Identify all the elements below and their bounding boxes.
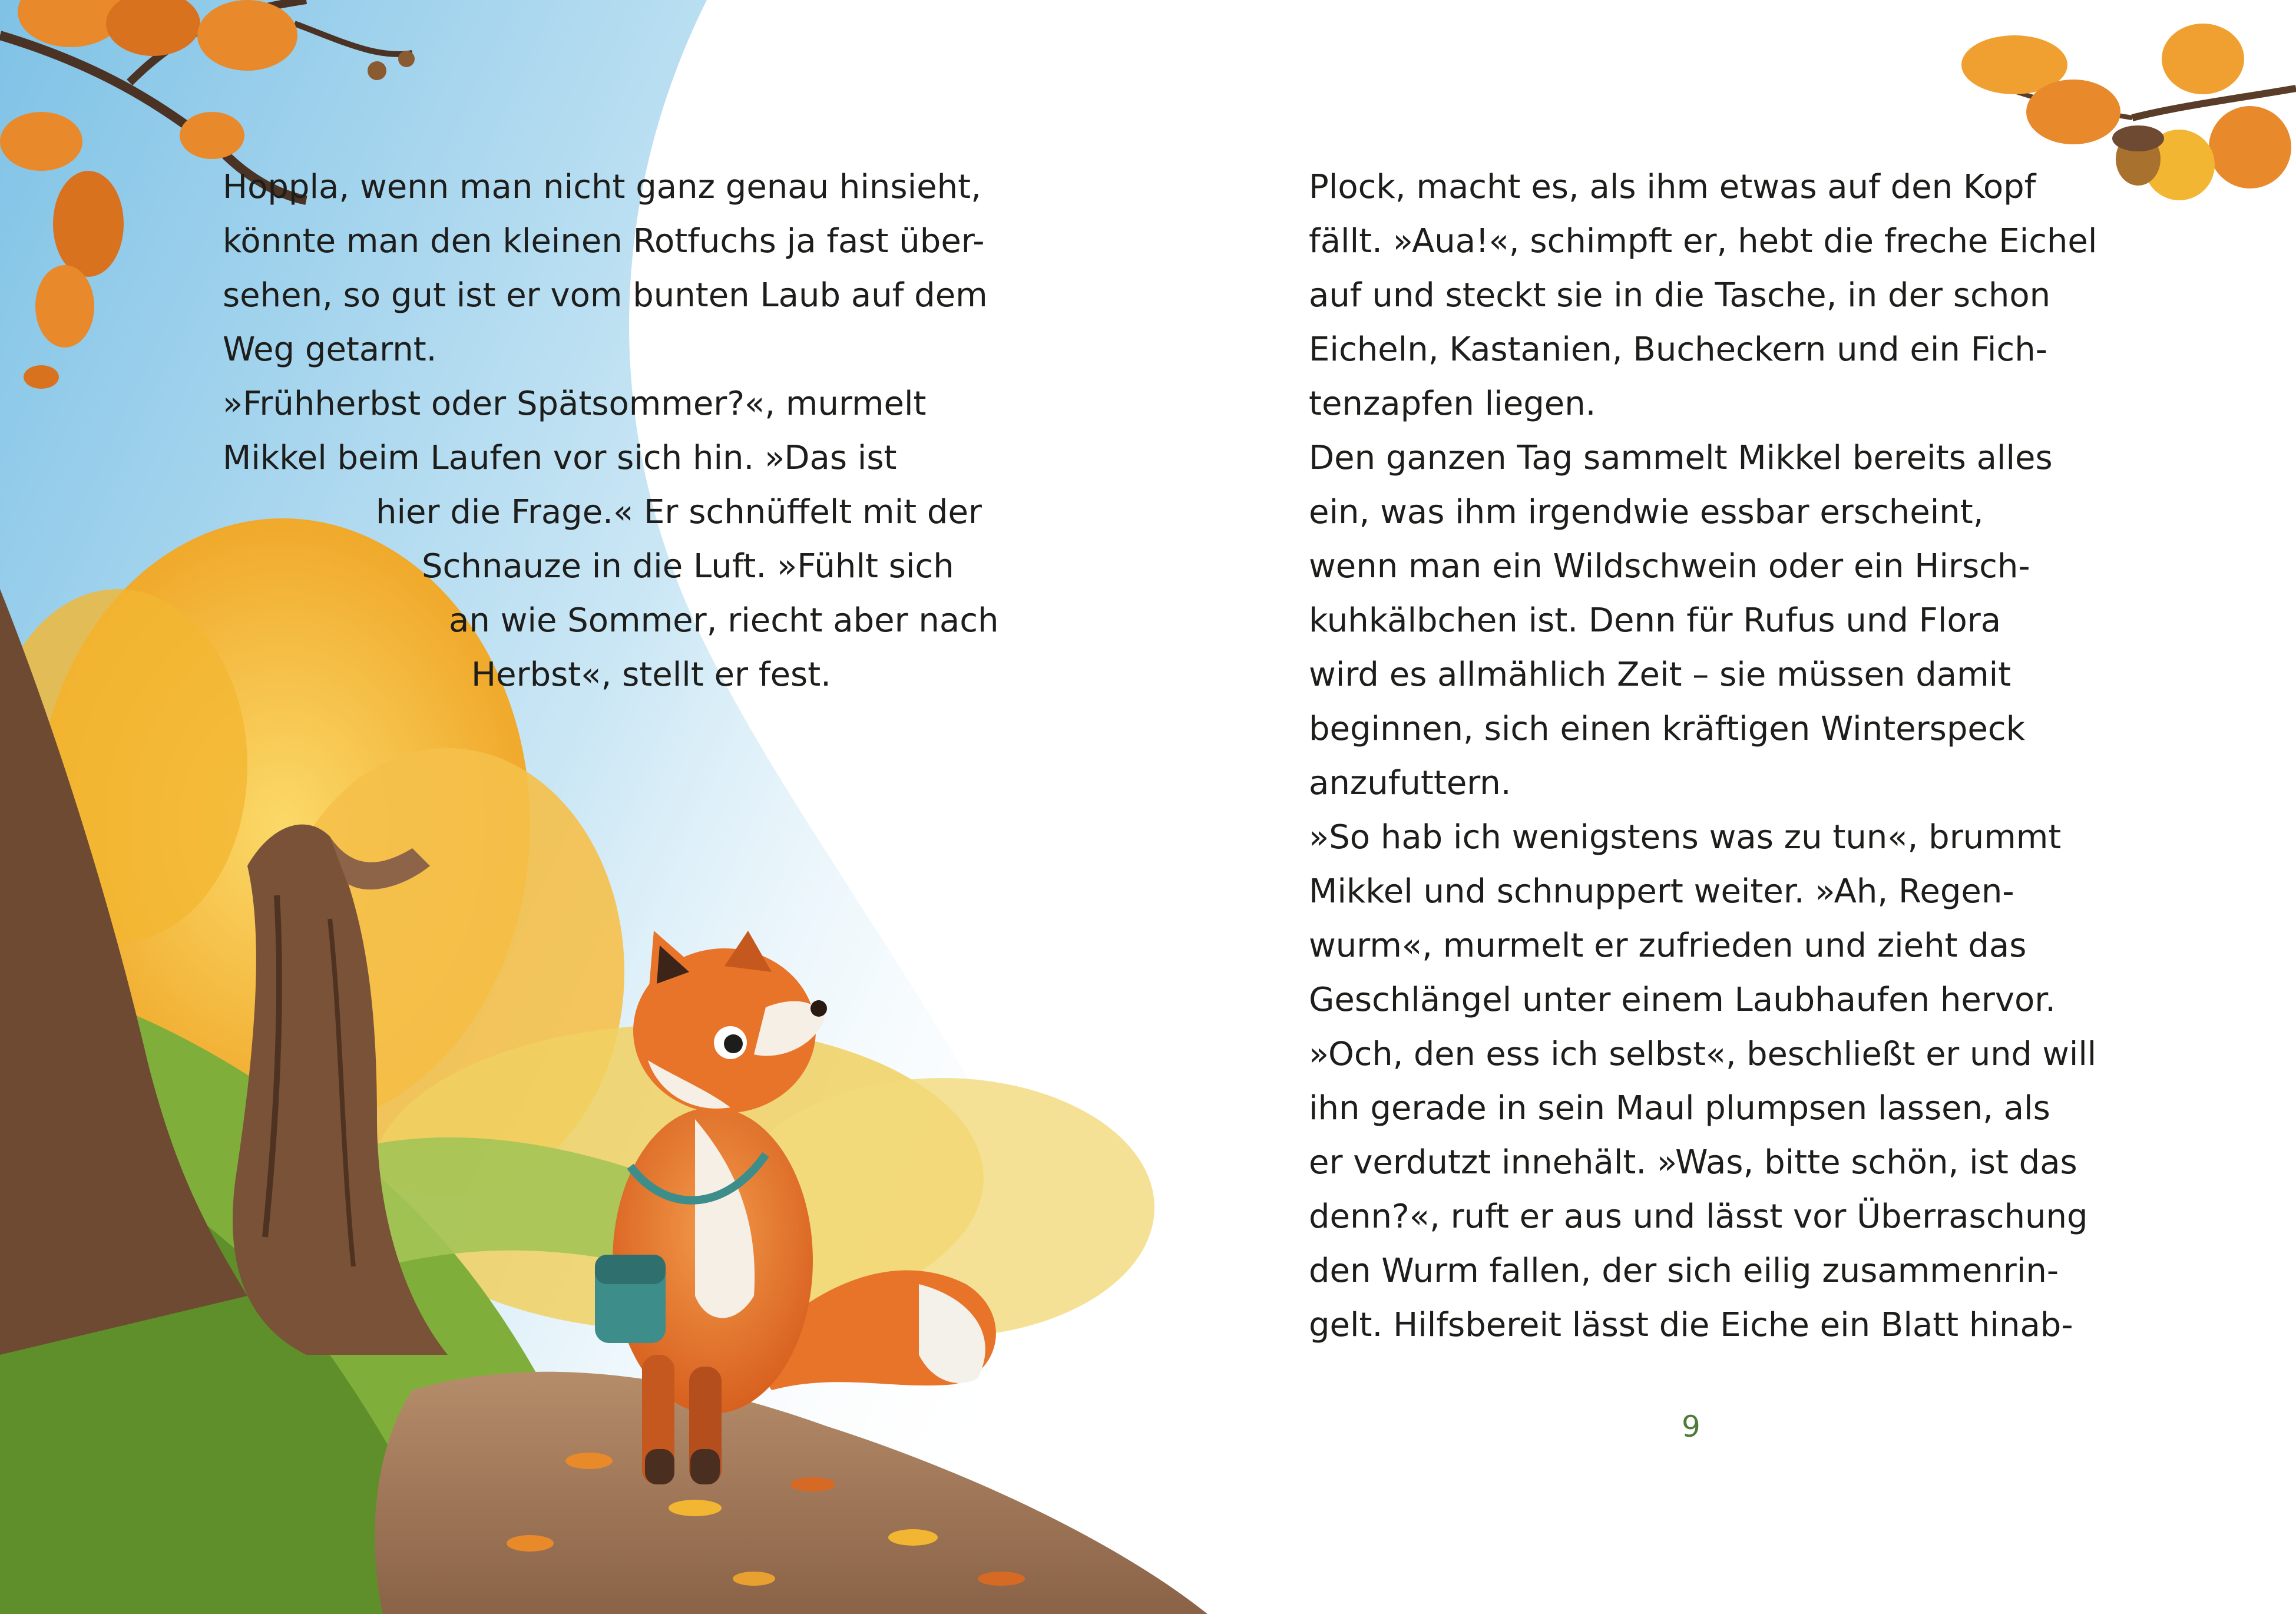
text-line: Weg getarnt. (223, 330, 437, 369)
text-line: fällt. »Aua!«, schimpft er, hebt die freche Eichel (1309, 222, 2098, 260)
text-line: sehen, so gut ist er vom bunten Laub auf dem (223, 276, 988, 315)
text-line: anzufuttern. (1309, 764, 1511, 802)
text-line: wenn man ein Wildschwein oder ein Hirsch- (1309, 547, 2030, 586)
text-line: denn?«, ruft er aus und lässt vor Überraschung (1309, 1198, 2088, 1236)
text-line: Herbst«, stellt er fest. (471, 656, 831, 694)
text-line: wird es allmählich Zeit – sie müssen damit (1309, 656, 2012, 694)
text-line: er verdutzt innehält. »Was, bitte schön, ist das (1309, 1143, 2077, 1182)
text-line: an wie Sommer, riecht aber nach (449, 601, 999, 640)
text-line: könnte man den kleinen Rotfuchs ja fast über- (223, 222, 985, 260)
text-line: hier die Frage.« Er schnüffelt mit der (376, 493, 982, 531)
text-line: Mikkel und schnuppert weiter. »Ah, Regen- (1309, 872, 2014, 911)
acorn-branch-top-right (1961, 24, 2296, 200)
text-line: »Och, den ess ich selbst«, beschließt er und will (1309, 1035, 2097, 1073)
text-line: wurm«, murmelt er zufrieden und zieht das (1309, 927, 2027, 965)
text-line: Schnauze in die Luft. »Fühlt sich (422, 547, 954, 586)
text-line: Hoppla, wenn man nicht ganz genau hinsieht, (223, 168, 981, 206)
text-line: Mikkel beim Laufen vor sich hin. »Das ist (223, 439, 897, 477)
text-line: tenzapfen liegen. (1309, 385, 1596, 423)
text-line: Den ganzen Tag sammelt Mikkel bereits alles (1309, 439, 2053, 477)
page-number: 9 (1682, 1410, 1701, 1444)
text-line: »So hab ich wenigstens was zu tun«, brummt (1309, 818, 2062, 856)
text-line: gelt. Hilfsbereit lässt die Eiche ein Blatt hinab- (1309, 1306, 2073, 1344)
text-line: Geschlängel unter einem Laubhaufen hervor. (1309, 981, 2056, 1019)
text-line: auf und steckt sie in die Tasche, in der schon (1309, 276, 2051, 315)
text-line: beginnen, sich einen kräftigen Winterspeck (1309, 710, 2026, 748)
text-line: den Wurm fallen, der sich eilig zusammenrin- (1309, 1252, 2059, 1290)
text-line: ein, was ihm irgendwie essbar erscheint, (1309, 493, 1984, 531)
text-line: »Frühherbst oder Spätsommer?«, murmelt (223, 385, 927, 423)
text-line: Plock, macht es, als ihm etwas auf den Kopf (1309, 168, 2036, 206)
text-line: kuhkälbchen ist. Denn für Rufus und Flora (1309, 601, 2001, 640)
text-line: Eicheln, Kastanien, Bucheckern und ein Fich- (1309, 330, 2047, 369)
text-line: ihn gerade in sein Maul plumpsen lassen, als (1309, 1089, 2050, 1127)
